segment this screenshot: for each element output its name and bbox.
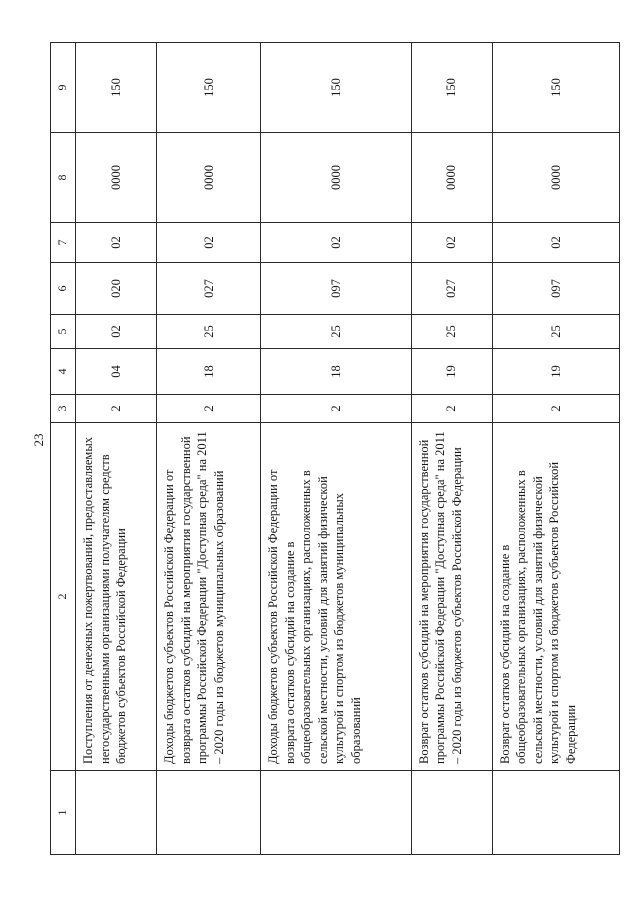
budget-code-table xyxy=(50,42,620,855)
column-header-8: 8 xyxy=(51,133,76,223)
table-row xyxy=(76,43,157,855)
cell-col6: 027 xyxy=(157,263,261,315)
cell-col1 xyxy=(157,771,261,855)
cell-col5: 02 xyxy=(76,315,157,349)
column-header-1: 1 xyxy=(51,771,76,855)
table-row xyxy=(492,43,619,855)
header-row xyxy=(51,43,76,855)
cell-col5: 25 xyxy=(492,315,619,349)
page-number: 23 xyxy=(31,433,46,447)
cell-col4: 18 xyxy=(157,349,261,395)
cell-col5: 25 xyxy=(157,315,261,349)
cell-col9: 150 xyxy=(76,43,157,133)
cell-description: Поступления от денежных пожертвований, предоставляемых негосударственными организациями получателям средств бюджетов субъектов Российской Федерации xyxy=(76,423,157,771)
cell-col9: 150 xyxy=(261,43,411,133)
cell-col1 xyxy=(492,771,619,855)
column-header-2: 2 xyxy=(51,423,76,771)
cell-col4: 19 xyxy=(492,349,619,395)
cell-col4: 18 xyxy=(261,349,411,395)
cell-col7: 02 xyxy=(261,223,411,263)
column-header-6: 6 xyxy=(51,263,76,315)
cell-col3: 2 xyxy=(157,395,261,423)
column-header-5: 5 xyxy=(51,315,76,349)
cell-col7: 02 xyxy=(157,223,261,263)
cell-col9: 150 xyxy=(492,43,619,133)
cell-description: Доходы бюджетов субъектов Российской Федерации от возврата остатков субсидий на создание в общеобразовательных организациях, расположенных в сельской местности, условий для занятий физической культурой и спортом из бюджетов муниципальных образований xyxy=(261,423,411,771)
cell-description: Возврат остатков субсидий на создание в общеобразовательных организациях, расположенных в сельской местности, условий для занятий физической культурой и спортом из бюджетов субъектов Российской Федерации xyxy=(492,423,619,771)
rotated-table-container xyxy=(50,43,620,855)
cell-col8: 0000 xyxy=(76,133,157,223)
table-row xyxy=(411,43,492,855)
cell-col8: 0000 xyxy=(492,133,619,223)
cell-col5: 25 xyxy=(261,315,411,349)
cell-col6: 020 xyxy=(76,263,157,315)
cell-description: Доходы бюджетов субъектов Российской Федерации от возврата остатков субсидий на мероприятия государственной программы Российской Федерации "Доступная среда" на 2011 – 2020 годы из бюджетов муниципальных образований xyxy=(157,423,261,771)
cell-col8: 0000 xyxy=(157,133,261,223)
cell-col4: 19 xyxy=(411,349,492,395)
cell-col4: 04 xyxy=(76,349,157,395)
cell-col8: 0000 xyxy=(261,133,411,223)
cell-col3: 2 xyxy=(261,395,411,423)
cell-col5: 25 xyxy=(411,315,492,349)
column-header-7: 7 xyxy=(51,223,76,263)
cell-col1 xyxy=(411,771,492,855)
cell-col3: 2 xyxy=(492,395,619,423)
cell-col3: 2 xyxy=(76,395,157,423)
cell-col6: 097 xyxy=(261,263,411,315)
cell-col1 xyxy=(76,771,157,855)
column-header-9: 9 xyxy=(51,43,76,133)
column-header-4: 4 xyxy=(51,349,76,395)
cell-col6: 027 xyxy=(411,263,492,315)
cell-col7: 02 xyxy=(76,223,157,263)
table-row xyxy=(261,43,411,855)
cell-col9: 150 xyxy=(157,43,261,133)
column-header-3: 3 xyxy=(51,395,76,423)
cell-col7: 02 xyxy=(492,223,619,263)
cell-description: Возврат остатков субсидий на мероприятия государственной программы Российской Федерации "Доступная среда" на 2011 – 2020 годы из бюджетов субъектов Российской Федерации xyxy=(411,423,492,771)
cell-col3: 2 xyxy=(411,395,492,423)
table-row xyxy=(157,43,261,855)
cell-col8: 0000 xyxy=(411,133,492,223)
cell-col7: 02 xyxy=(411,223,492,263)
cell-col6: 097 xyxy=(492,263,619,315)
cell-col9: 150 xyxy=(411,43,492,133)
cell-col1 xyxy=(261,771,411,855)
